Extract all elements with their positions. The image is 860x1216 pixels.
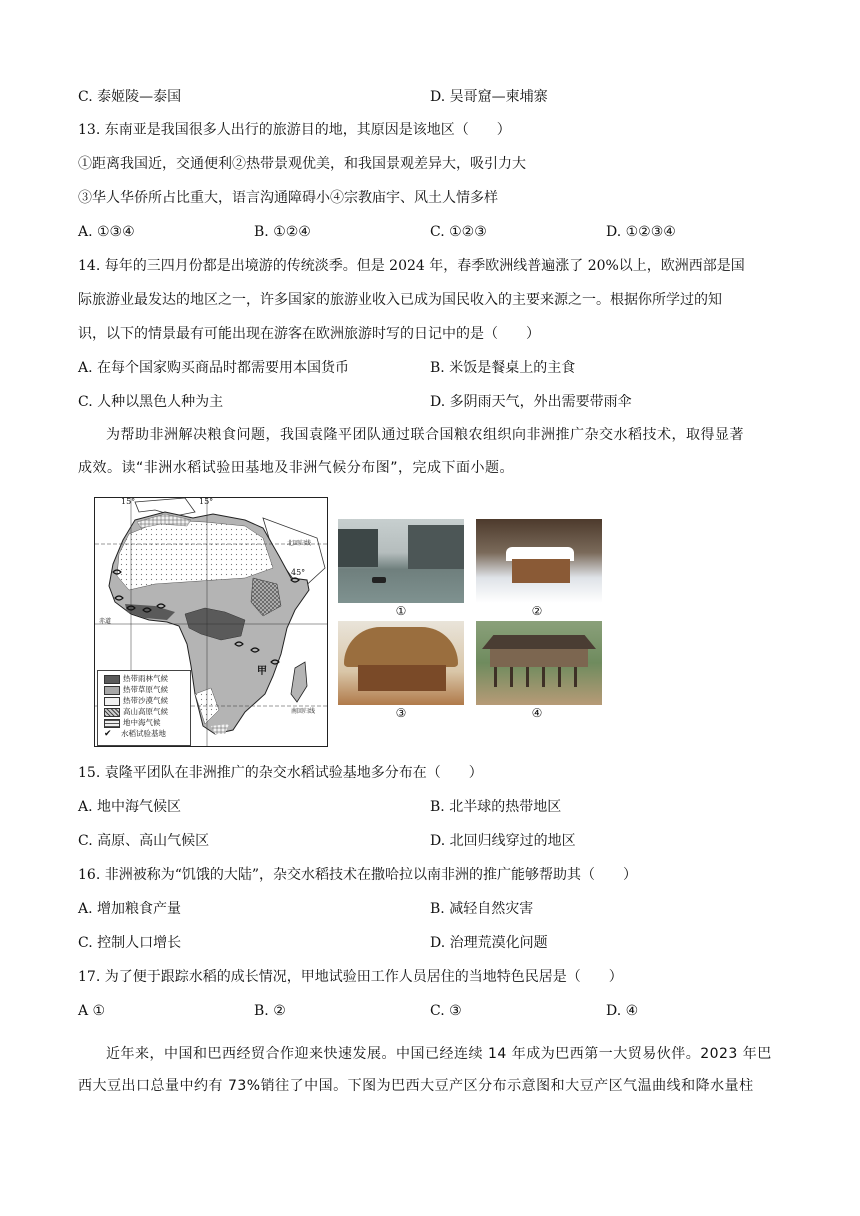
q17-option-d: D. ④: [606, 1003, 639, 1019]
legend-swatch: [104, 675, 120, 684]
q12-option-c: C. 泰姬陵—泰国: [78, 89, 182, 105]
q14-option-d: D. 多阴雨天气，外出需要带雨伞: [430, 394, 632, 410]
q14-option-a: A. 在每个国家购买商品时都需要用本国货币: [78, 360, 350, 376]
legend-item-rainforest: 热带雨林气候: [104, 673, 168, 684]
q15-option-a: A. 地中海气候区: [78, 799, 182, 815]
photo-water-town: [338, 519, 464, 603]
africa-climate-map: [94, 497, 328, 747]
rice-base-icon: ✔: [104, 729, 112, 739]
stilt-roof: [482, 635, 596, 649]
photo-number-1: ①: [395, 604, 407, 618]
cabin-wall: [512, 559, 570, 583]
photo-number-4: ④: [531, 706, 543, 720]
q16-option-d: D. 治理荒漠化问题: [430, 935, 548, 951]
house-right: [408, 525, 464, 569]
q17-option-a: A ①: [78, 1003, 106, 1019]
q13-option-b: B. ①②④: [254, 224, 311, 240]
q16-option-a: A. 增加粮食产量: [78, 901, 182, 917]
q15-stem: 15. 袁隆平团队在非洲推广的杂交水稻试验基地多分布在（ ）: [78, 765, 483, 781]
lon-label-east: 15°: [199, 497, 214, 506]
legend-swatch: [104, 686, 120, 695]
q13-stem: 13. 东南亚是我国很多人出行的旅游目的地，其原因是该地区（ ）: [78, 122, 511, 138]
hut-wall: [358, 665, 446, 691]
intro1-line1: 为帮助非洲解决粮食问题，我国袁隆平团队通过联合国粮农组织向非洲推广杂交水稻技术，取得显著: [106, 427, 744, 443]
tropic-north-label: 北回归线: [287, 540, 312, 547]
lat-label-45: 45°: [291, 568, 306, 577]
q16-stem: 16. 非洲被称为“饥饿的大陆”，杂交水稻技术在撒哈拉以南非洲的推广能够帮助其（ ）: [78, 867, 638, 883]
q13-option-a: A. ①③④: [78, 224, 135, 240]
q14-stem-line3: 识，以下的情景最有可能出现在游客在欧洲旅游时写的日记中的是（ ）: [78, 326, 540, 342]
stilts: [494, 667, 584, 687]
q13-statement-line2: ③华人华侨所占比重大，语言沟通障碍小④宗教庙宇、风土人情多样: [78, 190, 498, 206]
q14-option-c: C. 人种以黑色人种为主: [78, 394, 224, 410]
q17-option-c: C. ③: [430, 1003, 462, 1019]
legend-item-mediterranean: 地中海气候: [104, 717, 161, 728]
place-jia-label: 甲: [257, 666, 267, 677]
photo-stilt-house: [476, 621, 602, 705]
photo-number-2: ②: [531, 604, 543, 618]
legend-swatch: [104, 708, 120, 717]
photo-snow-cabin: [476, 519, 602, 603]
map-legend: [97, 670, 191, 746]
madagascar-outline: [291, 662, 307, 702]
q13-statement-line1: ①距离我国近，交通便利②热带景观优美，和我国景观差异大，吸引力大: [78, 156, 526, 172]
q14-stem-line1: 14. 每年的三四月份都是出境游的传统淡季。但是 2024 年，春季欧洲线普遍涨了 20%以上，欧洲西部是国: [78, 258, 745, 274]
q15-option-d: D. 北回归线穿过的地区: [430, 833, 576, 849]
intro2-line1: 近年来，中国和巴西经贸合作迎来快速发展。中国已经连续 14 年成为巴西第一大贸易伙伴。2023 年巴: [106, 1046, 772, 1062]
tropic-south-label: 南回归线: [291, 708, 316, 715]
legend-item-desert: 热带沙漠气候: [104, 695, 168, 706]
photo-thatched-hut: [338, 621, 464, 705]
q17-stem: 17. 为了便于跟踪水稻的成长情况，甲地试验田工作人员居住的当地特色民居是（ ）: [78, 969, 623, 985]
q13-option-c: C. ①②③: [430, 224, 487, 240]
boat: [372, 577, 386, 583]
stilt-body: [490, 649, 588, 667]
legend-swatch: [104, 697, 120, 706]
q16-option-b: B. 减轻自然灾害: [430, 901, 534, 917]
q15-option-c: C. 高原、高山气候区: [78, 833, 210, 849]
lon-label-west: 15°: [121, 497, 136, 506]
q16-option-c: C. 控制人口增长: [78, 935, 182, 951]
thatched-roof: [344, 627, 458, 667]
q17-option-b: B. ②: [254, 1003, 286, 1019]
photo-number-3: ③: [395, 706, 407, 720]
legend-item-rice-base: ✔ 水稻试验基地: [104, 729, 166, 739]
q12-option-d: D. 吴哥窟—柬埔寨: [430, 89, 548, 105]
q13-option-d: D. ①②③④: [606, 224, 676, 240]
q15-option-b: B. 北半球的热带地区: [430, 799, 562, 815]
house-left: [338, 529, 378, 567]
legend-item-highland: 高山高原气候: [104, 706, 168, 717]
q14-stem-line2: 际旅游业最发达的地区之一，许多国家的旅游业收入已成为国民收入的主要来源之一。根据你所学过的知: [78, 292, 722, 308]
legend-item-savanna: 热带草原气候: [104, 684, 168, 695]
legend-swatch: [104, 719, 120, 728]
q14-option-b: B. 米饭是餐桌上的主食: [430, 360, 576, 376]
intro2-line2: 西大豆出口总量中约有 73%销往了中国。下图为巴西大豆产区分布示意图和大豆产区气温曲线和降水量柱: [78, 1078, 754, 1094]
intro1-line2: 成效。读“非洲水稻试验田基地及非洲气候分布图”，完成下面小题。: [78, 460, 515, 476]
equator-label: 赤道: [99, 618, 112, 625]
